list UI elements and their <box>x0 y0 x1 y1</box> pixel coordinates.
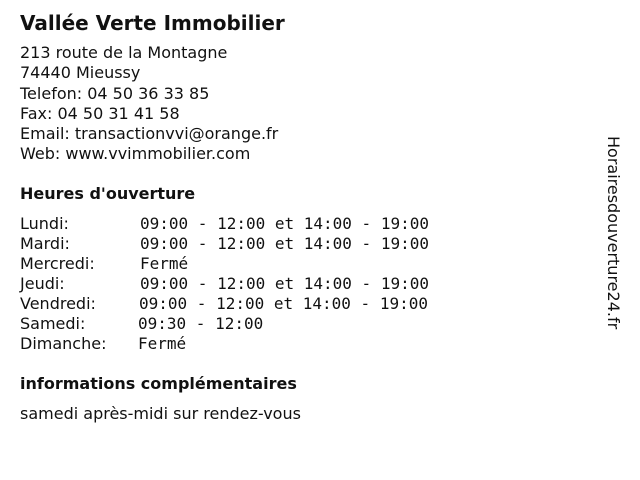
business-name: Vallée Verte Immobilier <box>20 11 285 35</box>
email-address: Email: transactionvvi@orange.fr <box>20 124 279 144</box>
hours-row-friday <box>20 294 440 314</box>
day-label: Dimanche: <box>20 334 107 353</box>
day-hours: 09:00 - 12:00 et 14:00 - 19:00 <box>139 294 428 313</box>
opening-hours-heading: Heures d'ouverture <box>20 184 196 203</box>
hours-row-saturday <box>20 314 440 334</box>
address-line-1: 213 route de la Montagne <box>20 43 228 62</box>
day-label: Vendredi: <box>20 294 96 313</box>
day-label: Mardi: <box>20 234 70 253</box>
phone-number: Telefon: 04 50 36 33 85 <box>20 83 210 103</box>
opening-hours-list <box>20 214 440 354</box>
hours-row-thursday <box>20 274 440 294</box>
day-hours: Fermé <box>140 254 189 273</box>
day-hours: 09:30 - 12:00 <box>138 314 264 333</box>
hours-row-monday <box>20 214 440 234</box>
fax-number: Fax: 04 50 31 41 58 <box>20 103 180 123</box>
additional-info-heading: informations complémentaires <box>20 374 297 393</box>
day-label: Samedi: <box>20 314 86 333</box>
day-label: Lundi: <box>20 214 69 233</box>
day-label: Jeudi: <box>20 274 65 293</box>
hours-row-tuesday <box>20 234 440 254</box>
additional-info-text: samedi après-midi sur rendez-vous <box>20 404 301 423</box>
hours-row-sunday <box>20 334 440 354</box>
watermark-text: Horairesdouverture24.fr <box>604 136 623 330</box>
contact-info <box>20 43 278 165</box>
day-hours: Fermé <box>138 334 187 353</box>
day-hours: 09:00 - 12:00 et 14:00 - 19:00 <box>140 234 429 253</box>
address-line-2: 74440 Mieussy <box>20 63 141 83</box>
day-hours: 09:00 - 12:00 et 14:00 - 19:00 <box>140 214 429 233</box>
website: Web: www.vvimmobilier.com <box>20 144 251 164</box>
day-label: Mercredi: <box>20 254 95 273</box>
hours-row-wednesday <box>20 254 440 274</box>
day-hours: 09:00 - 12:00 et 14:00 - 19:00 <box>140 274 429 293</box>
